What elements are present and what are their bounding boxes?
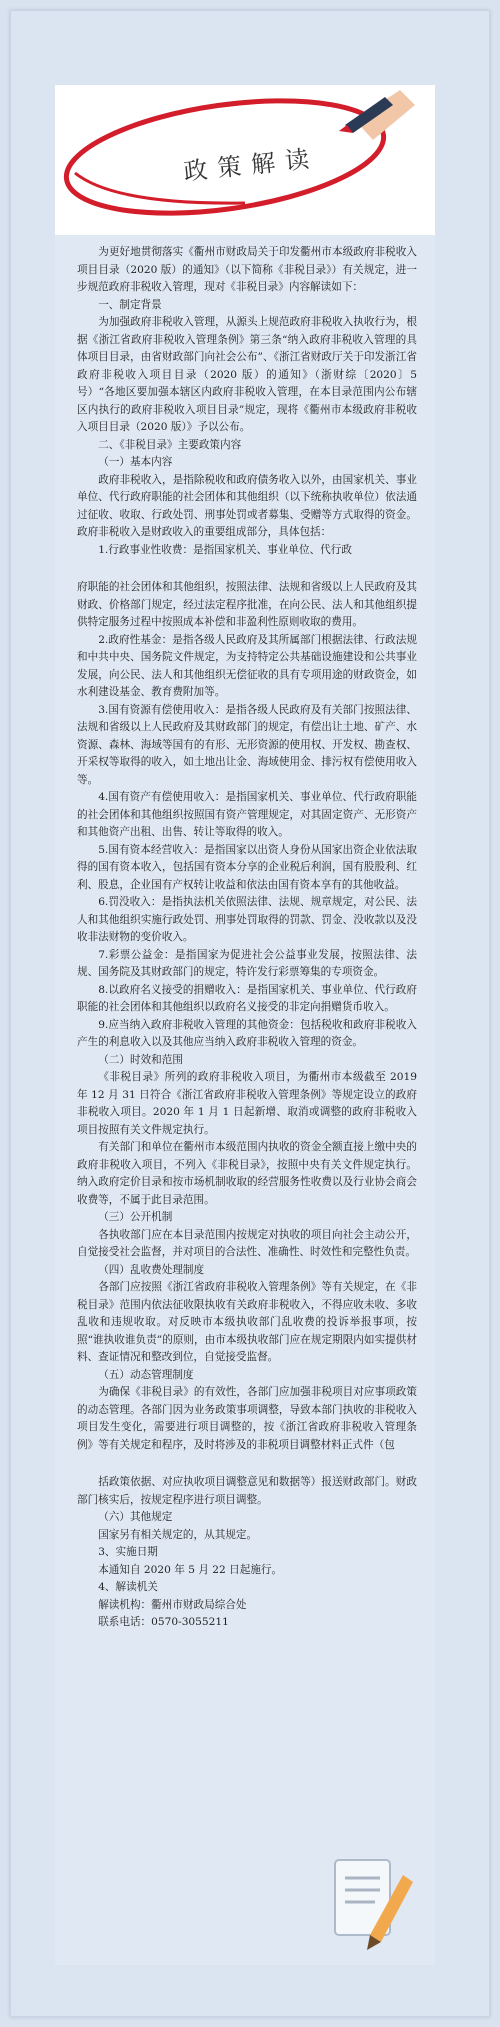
paragraph: 《非税目录》所列的政府非税收入项目，为衢州市本级截至 2019 年 12 月 31 日符合《浙江省政府非税收入管理条例》等规定设立的政府非税收入项目。2020 年 1 月 1 日起新增、取消或调整的政府非税收入项目按照有关文件规定执行。 xyxy=(77,1071,417,1136)
paragraph: 6.罚没收入：是指执法机关依照法律、法规、规章规定，对公民、法人和其他组织实施行政处罚、刑事处罚取得的罚款、罚金、没收款以及没收非法财物的变价收入。 xyxy=(77,896,417,943)
paragraph: 有关部门和单位在衢州市本级范围内执收的资金全额直接上缴中央的政府非税收入项目，不列入《非税目录》，按照中央有关文件规定执行。纳入政府定价目录和按市场机制收取的经营服务性收费以及行业协会商会收费等，不属于此目录范围。 xyxy=(77,1141,417,1206)
paragraph: 联系电话：0570-3055211 xyxy=(98,1616,229,1628)
paragraph: 3.国有资源有偿使用收入：是指各级人民政府及有关部门按照法律、法规和省级以上人民政府及其财政部门的规定，有偿出让土地、矿产、水资源、森林、海域等国有的有形、无形资源的使用权、开发权、勘查权、开采权等取得的收入，如土地出让金、海域使用金、排污权有偿使用收入等。 xyxy=(77,703,417,786)
paragraph: 3、实施日期 xyxy=(98,1546,158,1558)
paragraph: 为加强政府非税收入管理，从源头上规范政府非税收入执收行为，根据《浙江省政府非税收入管理条例》第三条“纳入政府非税收入管理的具体项目目录，由省财政部门向社会公布”、《浙江省财政厅关于印发浙江省政府非税收入项目目录（2020 版）的通知》（浙财综〔2020〕5 号）“各地区要加强本辖区内政府非税收入管理，在本目录范围内公布辖区内执行的政府非税收入项目目录”规定，现将《衢州市本级政府非税收入项目目录（2020 版）》予以公布。 xyxy=(77,316,417,433)
paragraph: （三）公开机制 xyxy=(98,1211,173,1223)
article-body xyxy=(77,244,417,1632)
paragraph: 二、《非税目录》主要政策内容 xyxy=(98,438,242,451)
paragraph: （一）基本内容 xyxy=(98,456,173,468)
paragraph: 解读机构：衢州市财政局综合处 xyxy=(98,1598,247,1611)
paragraph: 各执收部门应在本目录范围内按规定对执收的项目向社会主动公开，自觉接受社会监督，并对项目的合法性、准确性、时效性和完整性负责。 xyxy=(77,1228,417,1258)
paragraph: 1.行政事业性收费：是指国家机关、事业单位、代行政 xyxy=(98,543,352,556)
paragraph-spacer xyxy=(77,559,417,579)
paragraph: 8.以政府名义接受的捐赠收入：是指国家机关、事业单位、代行政府职能的社会团体和其他组织以政府名义接受的非定向捐赠货币收入。 xyxy=(77,983,417,1013)
paragraph: （六）其他规定 xyxy=(98,1511,173,1523)
paragraph: 本通知自 2020 年 5 月 22 日起施行。 xyxy=(98,1563,283,1576)
paragraph: 4.国有资产有偿使用收入：是指国家机关、事业单位、代行政府职能的社会团体和其他组织按照国有资产管理规定，对其固定资产、无形资产和其他资产出租、出售、转让等取得的收入。 xyxy=(77,791,417,838)
paragraph: 政府非税收入，是指除税收和政府债务收入以外，由国家机关、事业单位、代行政府职能的社会团体和其他组织（以下统称执收单位）依法通过征收、收取、行政处罚、刑事处罚或者募集、受赠等方式取得的资金。政府非税收入是财政收入的重要组成部分，具体包括： xyxy=(77,473,417,538)
paragraph: 5.国有资本经营收入：是指国家以出资人身份从国家出资企业依法取得的国有资本收入，包括国有资本分享的企业税后利润，国有股股利、红利、股息，企业国有产权转让收益和依法由国有资本享有的其他收益。 xyxy=(77,843,417,891)
banner-title: 政策解读 xyxy=(182,143,321,187)
paragraph: 9.应当纳入政府非税收入管理的其他资金：包括税收和政府非税收入产生的利息收入以及其他应当纳入政府非税收入管理的资金。 xyxy=(77,1018,417,1048)
paragraph: 7.彩票公益金：是指国家为促进社会公益事业发展，按照法律、法规、国务院及其财政部门的规定，特许发行彩票筹集的专项资金。 xyxy=(77,948,417,978)
paragraph: 府职能的社会团体和其他组织，按照法律、法规和省级以上人民政府及其财政、价格部门规定，经过法定程序批准，在向公民、法人和其他组织提供特定服务过程中按照成本补偿和非盈利性原则收取的费用。 xyxy=(77,581,417,628)
paragraph: （五）动态管理制度 xyxy=(98,1368,194,1381)
pencil-watermark-icon xyxy=(325,1840,415,1960)
paragraph: 2.政府性基金：是指各级人民政府及其所属部门根据法律、行政法规和中共中央、国务院文件规定，为支持特定公共基础设施建设和公共事业发展，向公民、法人和其他组织无偿征收的具有专项用途的财政资金，如水利建设基金、教育费附加等。 xyxy=(77,633,417,698)
header-banner xyxy=(55,85,435,235)
paragraph: 为更好地贯彻落实《衢州市财政局关于印发衢州市本级政府非税收入项目目录（2020 版）的通知》（以下简称《非税目录》）有关规定，进一步规范政府非税收入管理，现对《非税目录》内容解读如下： xyxy=(77,246,417,293)
paragraph: （四）乱收费处理制度 xyxy=(98,1263,205,1276)
paragraph: 4、解读机关 xyxy=(98,1581,158,1593)
paragraph: 各部门应按照《浙江省政府非税收入管理条例》等有关规定，在《非税目录》范围内依法征收限执收有关政府非税收入，不得应收未收、多收乱收和违规收取。对反映市本级执收部门乱收费的投诉举报事项，按照“谁执收谁负责”的原则，由市本级执收部门应在规定期限内如实提供材料、查证情况和整改到位，自觉接受监督。 xyxy=(77,1281,417,1363)
paragraph: 一、制定背景 xyxy=(98,298,162,311)
paragraph: （二）时效和范围 xyxy=(98,1053,183,1066)
paragraph: 为确保《非税目录》的有效性，各部门应加强非税项目对应事项政策的动态管理。各部门因为业务政策事项调整，导致本部门执收的非税收入项目发生变化，需要进行项目调整的，按《浙江省政府非税收入管理条例》等有关规定和程序，及时将涉及的非税项目调整材料正式件（包 xyxy=(77,1386,417,1451)
paragraph-spacer xyxy=(77,1454,417,1474)
paragraph: 国家另有相关规定的，从其规定。 xyxy=(98,1528,258,1541)
paragraph: 括政策依据、对应执收项目调整意见和数据等）报送财政部门。财政部门核实后，按规定程序进行项目调整。 xyxy=(77,1476,417,1506)
